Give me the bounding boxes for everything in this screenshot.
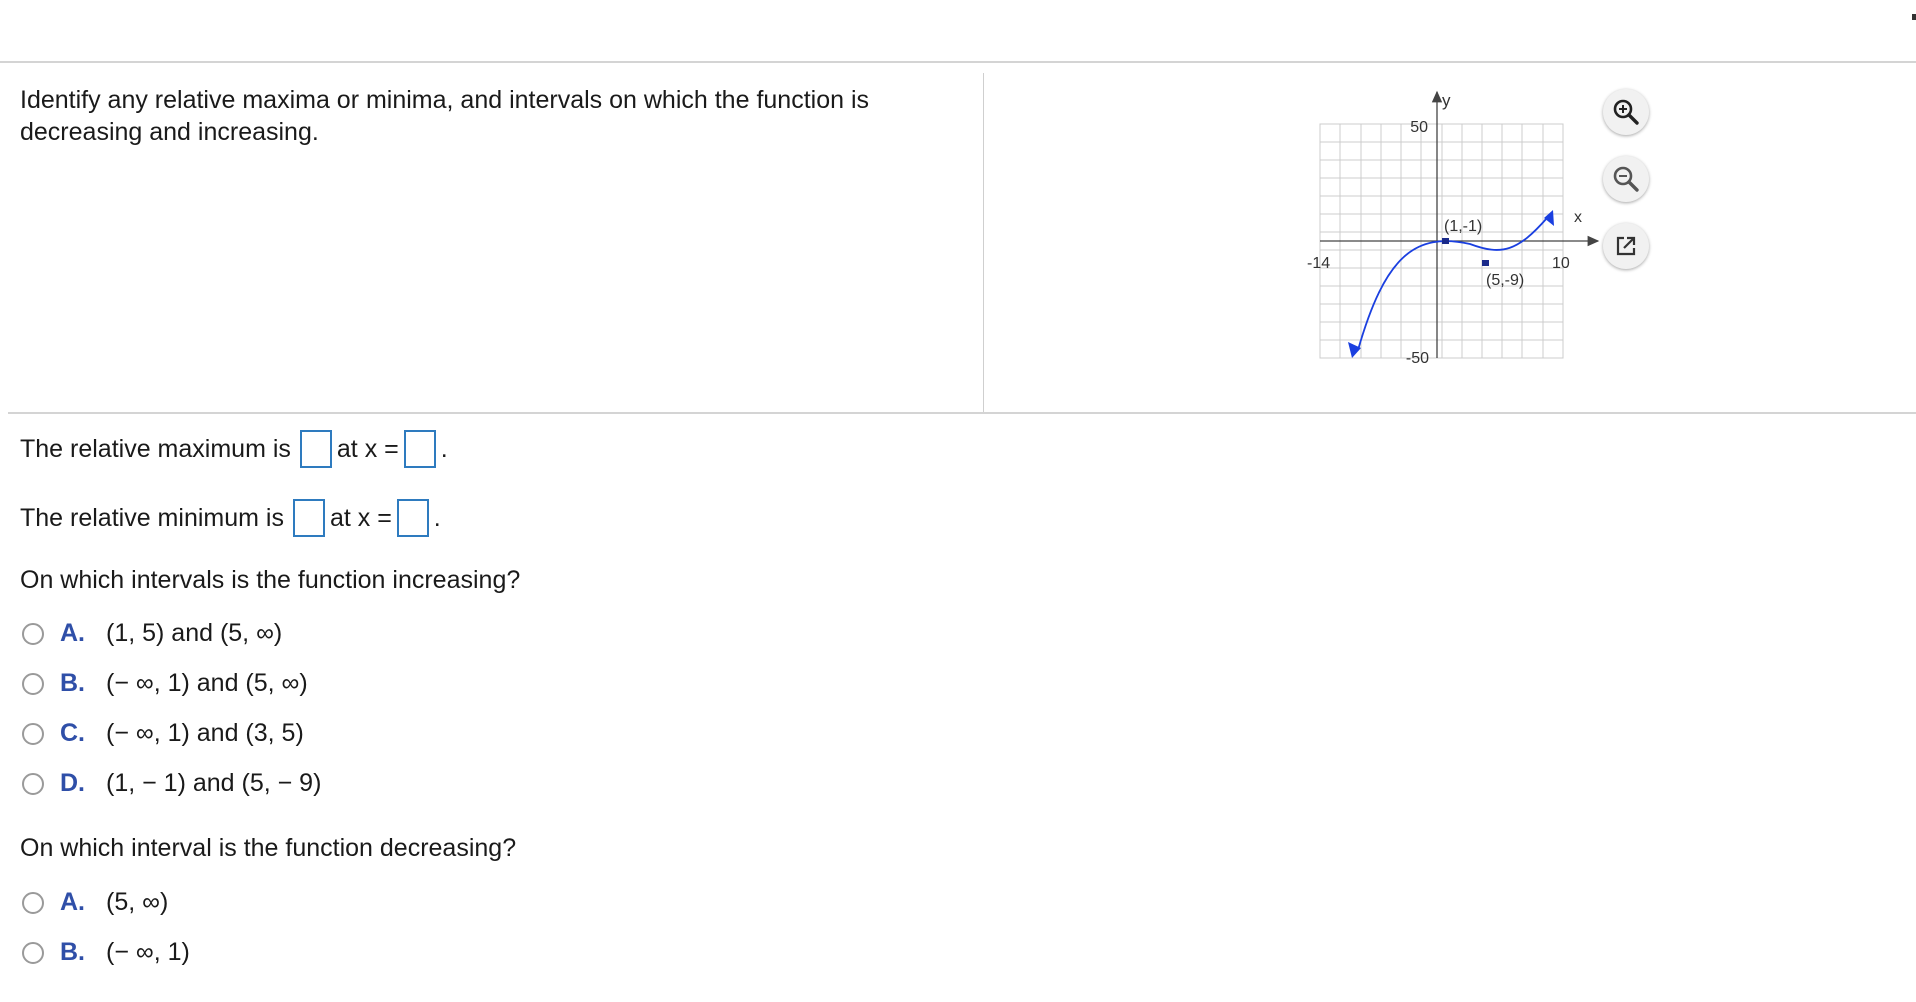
min-point: [1482, 260, 1489, 266]
max-point-label: (1,-1): [1444, 218, 1483, 235]
x-axis-label: x: [1574, 209, 1582, 226]
option-text: (1, 5) and (5, ∞): [106, 619, 283, 647]
column-divider: [983, 73, 984, 413]
relative-min-x-input[interactable]: [397, 499, 429, 537]
header-divider: [0, 61, 1916, 63]
relative-min-middle: at x =: [329, 503, 392, 532]
zoom-out-button[interactable]: [1603, 156, 1649, 202]
function-graph: [1300, 86, 1640, 376]
relative-min-suffix: .: [433, 503, 441, 532]
relative-max-suffix: .: [440, 434, 448, 463]
radio-button[interactable]: [22, 773, 44, 795]
popout-button[interactable]: [1603, 223, 1649, 269]
relative-max-value-input[interactable]: [300, 430, 332, 468]
option-letter: D.: [60, 769, 85, 797]
option-letter: A.: [60, 888, 85, 916]
section-divider: [8, 412, 1916, 414]
relative-max-row: [20, 428, 448, 470]
radio-button[interactable]: [22, 673, 44, 695]
relative-max-x-input[interactable]: [404, 430, 436, 468]
relative-max-prefix: The relative maximum is: [20, 434, 291, 463]
decreasing-option-b[interactable]: [22, 938, 190, 967]
relative-min-value-input[interactable]: [293, 499, 325, 537]
increasing-option-a[interactable]: [22, 619, 282, 648]
x-right-tick: 10: [1552, 255, 1570, 272]
option-letter: C.: [60, 719, 85, 747]
zoom-in-icon: [1611, 97, 1641, 127]
curve-arrow-right: [1544, 210, 1554, 226]
radio-button[interactable]: [22, 892, 44, 914]
y-axis-label: y: [1442, 91, 1451, 110]
y-bottom-tick: -50: [1405, 350, 1429, 367]
option-text: (− ∞, 1) and (3, 5): [106, 719, 304, 747]
y-top-tick: 50: [1410, 119, 1428, 136]
scroll-marker: [1912, 14, 1916, 20]
option-letter: B.: [60, 669, 85, 697]
increasing-option-b[interactable]: [22, 669, 308, 698]
increasing-option-d[interactable]: [22, 769, 321, 798]
max-point: [1442, 238, 1449, 244]
option-letter: B.: [60, 938, 85, 966]
decreasing-question: On which interval is the function decreasing?: [20, 834, 517, 862]
zoom-in-button[interactable]: [1603, 89, 1649, 135]
option-text: (5, ∞): [106, 888, 169, 916]
radio-button[interactable]: [22, 942, 44, 964]
zoom-out-icon: [1611, 164, 1641, 194]
radio-button[interactable]: [22, 623, 44, 645]
increasing-question: On which intervals is the function increasing?: [20, 566, 521, 594]
decreasing-option-a[interactable]: [22, 888, 168, 917]
popout-icon: [1613, 233, 1639, 259]
question-prompt: Identify any relative maxima or minima, and intervals on which the function is decreasing and increasing.: [20, 86, 869, 146]
x-left-tick: -14: [1307, 255, 1331, 272]
min-point-label: (5,-9): [1486, 272, 1525, 289]
relative-min-row: [20, 497, 441, 539]
option-text: (1, − 1) and (5, − 9): [106, 769, 322, 797]
increasing-option-c[interactable]: [22, 719, 304, 748]
option-text: (− ∞, 1): [106, 938, 190, 966]
radio-button[interactable]: [22, 723, 44, 745]
option-letter: A.: [60, 619, 85, 647]
relative-max-middle: at x =: [336, 434, 399, 463]
relative-min-prefix: The relative minimum is: [20, 503, 284, 532]
option-text: (− ∞, 1) and (5, ∞): [106, 669, 308, 697]
